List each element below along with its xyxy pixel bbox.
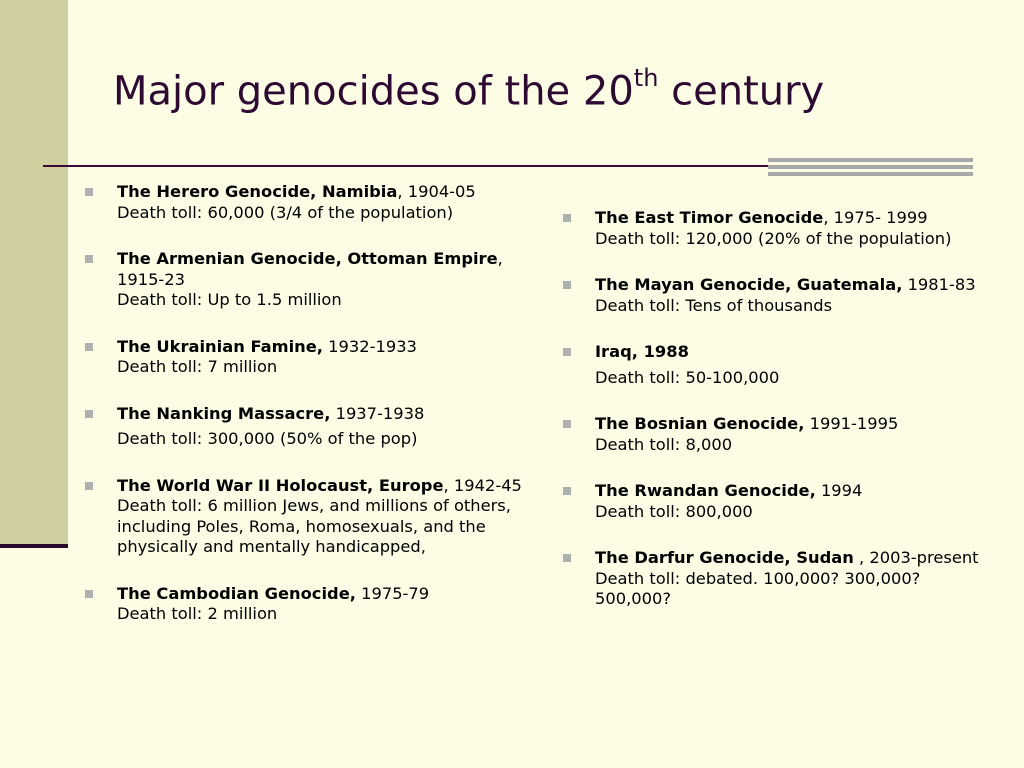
- genocide-name: The Ukrainian Famine,: [117, 336, 323, 356]
- death-toll: Death toll: 8,000: [595, 434, 733, 454]
- square-bullet-icon: [563, 348, 571, 356]
- genocide-name: The Mayan Genocide, Guatemala,: [595, 275, 903, 294]
- list-item: [85, 182, 545, 223]
- genocide-dates: 1942-45: [448, 475, 522, 495]
- left-accent-bar: [0, 0, 68, 547]
- death-toll: Death toll: 300,000 (50% of the pop): [117, 429, 418, 448]
- genocide-name: The Rwandan Genocide,: [595, 481, 816, 500]
- square-bullet-icon: [563, 281, 571, 289]
- death-toll: Death toll: 6 million Jews, and millions of others, including Poles, Roma, homosexuals, and the physically and mentally handicapped,: [117, 496, 511, 556]
- square-bullet-icon: [85, 255, 93, 263]
- left-column-list: [85, 182, 545, 651]
- genocide-dates: 1937-1938: [330, 403, 425, 423]
- death-toll: Death toll: Tens of thousands: [595, 295, 833, 315]
- list-item: [563, 342, 983, 388]
- name-separator: ,: [853, 548, 865, 567]
- list-item: [85, 584, 545, 625]
- name-separator: ,: [823, 208, 829, 227]
- genocide-name: The Armenian Genocide, Ottoman Empire: [117, 249, 498, 268]
- list-item: [563, 208, 983, 249]
- name-separator: ,: [397, 182, 403, 201]
- genocide-dates: 1915-23: [117, 269, 186, 289]
- square-bullet-icon: [85, 482, 93, 490]
- square-bullet-icon: [85, 343, 93, 351]
- right-column-list: [563, 208, 983, 636]
- genocide-name: The Bosnian Genocide,: [595, 414, 805, 433]
- name-separator: ,: [497, 249, 503, 268]
- title-divider-accent: [768, 158, 973, 178]
- genocide-dates: 1994: [815, 481, 863, 500]
- square-bullet-icon: [563, 487, 571, 495]
- death-toll: Death toll: 120,000 (20% of the population): [595, 228, 952, 248]
- genocide-dates: 1932-1933: [323, 336, 417, 356]
- title-main: Major genocides of the 20: [113, 68, 634, 115]
- genocide-name: The World War II Holocaust, Europe: [117, 475, 444, 495]
- genocide-name: The Herero Genocide, Namibia: [117, 182, 398, 201]
- genocide-dates: 1981-83: [902, 275, 976, 294]
- genocide-dates: 2003-present: [864, 548, 979, 567]
- square-bullet-icon: [85, 410, 93, 418]
- genocide-name: The Cambodian Genocide,: [117, 583, 356, 603]
- title-tail: century: [658, 68, 825, 115]
- death-toll: Death toll: 2 million: [117, 604, 278, 623]
- name-separator: ,: [443, 475, 449, 495]
- list-item: [85, 337, 545, 378]
- square-bullet-icon: [85, 188, 93, 196]
- death-toll: Death toll: 50-100,000: [595, 367, 780, 387]
- genocide-dates: 1975- 1999: [828, 208, 928, 227]
- genocide-name: Iraq, 1988: [595, 342, 689, 361]
- square-bullet-icon: [563, 420, 571, 428]
- slide-title: [113, 64, 825, 115]
- genocide-name: The Nanking Massacre,: [117, 403, 331, 423]
- death-toll: Death toll: 60,000 (3/4 of the population): [117, 202, 454, 222]
- square-bullet-icon: [85, 590, 93, 598]
- left-accent-line: [0, 544, 68, 548]
- death-toll: Death toll: 7 million: [117, 357, 278, 376]
- list-item: [85, 249, 545, 311]
- list-item: [563, 414, 983, 455]
- genocide-dates: 1991-1995: [804, 414, 899, 433]
- death-toll: Death toll: debated. 100,000? 300,000? 500,000?: [595, 568, 921, 608]
- list-item: [563, 548, 983, 610]
- list-item: [563, 481, 983, 522]
- genocide-dates: 1904-05: [402, 182, 476, 201]
- square-bullet-icon: [563, 554, 571, 562]
- death-toll: Death toll: Up to 1.5 million: [117, 290, 342, 309]
- title-superscript: th: [633, 64, 659, 92]
- list-item: [563, 275, 983, 316]
- death-toll: Death toll: 800,000: [595, 501, 753, 521]
- list-item: [85, 404, 545, 450]
- genocide-name: The East Timor Genocide: [595, 208, 824, 227]
- square-bullet-icon: [563, 214, 571, 222]
- list-item: [85, 476, 545, 558]
- genocide-dates: 1975-79: [355, 583, 430, 603]
- genocide-name: The Darfur Genocide, Sudan: [595, 548, 854, 567]
